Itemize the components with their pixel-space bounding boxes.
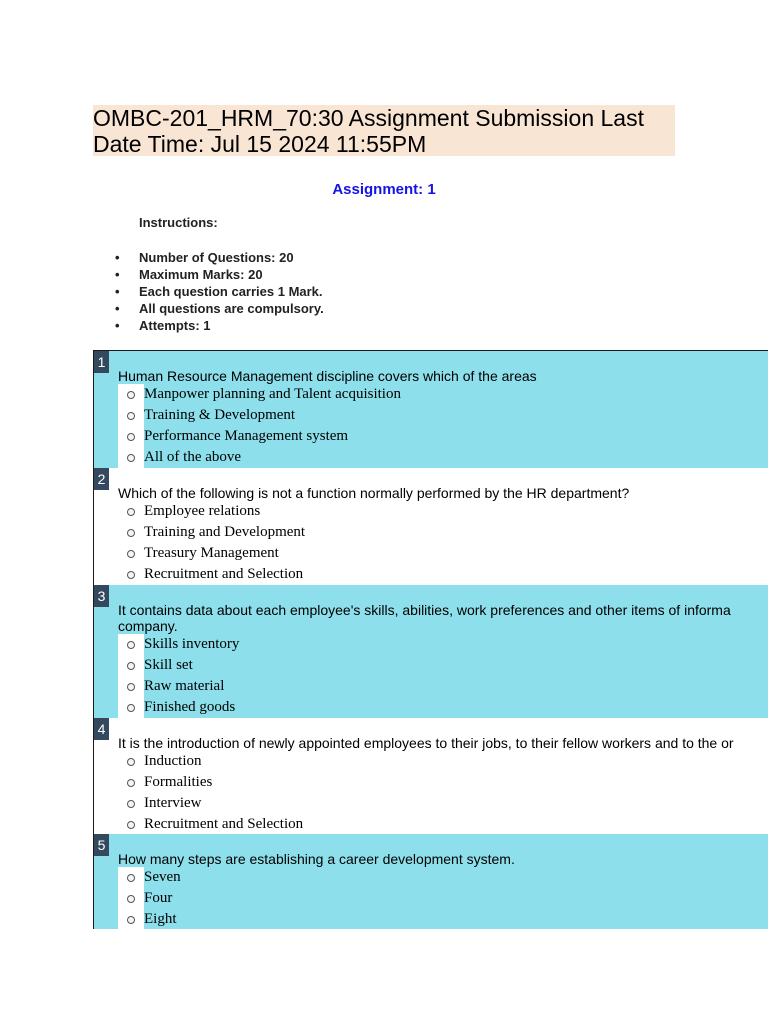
option[interactable] (118, 426, 768, 447)
radio-button[interactable] (118, 697, 144, 718)
question-block (94, 585, 768, 718)
option[interactable] (118, 564, 768, 585)
radio-button[interactable] (118, 426, 144, 447)
instruction-item: • Each question carries 1 Mark. (115, 284, 323, 299)
question-text-continued: company. (118, 618, 178, 634)
bullet-icon: • (115, 318, 120, 333)
instruction-item: • Attempts: 1 (115, 318, 211, 333)
question-number: 5 (94, 834, 109, 856)
question-text: It is the introduction of newly appointed employees to their jobs, to their fellow workers and to the or (118, 735, 734, 751)
option[interactable] (118, 888, 768, 909)
option[interactable] (118, 676, 768, 697)
question-block (94, 834, 768, 929)
radio-button[interactable] (118, 888, 144, 909)
option-label: Induction (144, 753, 202, 769)
radio-button[interactable] (118, 793, 144, 814)
question-number: 1 (94, 351, 109, 373)
option[interactable] (118, 751, 768, 772)
option[interactable] (118, 793, 768, 814)
option-label: Manpower planning and Talent acquisition (144, 386, 401, 402)
option[interactable] (118, 543, 768, 564)
option[interactable] (118, 405, 768, 426)
radio-button[interactable] (118, 676, 144, 697)
radio-button[interactable] (118, 634, 144, 655)
radio-button[interactable] (118, 751, 144, 772)
radio-button[interactable] (118, 447, 144, 468)
option-label: Four (144, 890, 173, 906)
option-label: All of the above (144, 449, 242, 465)
option-label: Seven (144, 869, 181, 885)
option-label: Skill set (144, 657, 193, 673)
bullet-icon: • (115, 301, 120, 316)
option[interactable] (118, 772, 768, 793)
page-title-line2: Date Time: Jul 15 2024 11:55PM (93, 131, 427, 157)
option[interactable] (118, 634, 768, 655)
option[interactable] (118, 867, 768, 888)
question-text: Which of the following is not a function normally performed by the HR department? (118, 485, 630, 501)
option-label: Raw material (144, 678, 225, 694)
options-list (118, 384, 768, 468)
option-label: Interview (144, 795, 202, 811)
option-label: Training and Development (144, 524, 306, 540)
assignment-label: Assignment: 1 (332, 181, 436, 198)
page-title-line1: OMBC-201_HRM_70:30 Assignment Submission Last (93, 105, 644, 131)
question-text: It contains data about each employee's skills, abilities, work preferences and other items of informa (118, 602, 731, 618)
option[interactable] (118, 697, 768, 718)
questions-container (93, 350, 768, 929)
question-text: How many steps are establishing a career development system. (118, 851, 515, 867)
question-number: 4 (94, 718, 109, 740)
option-label: Recruitment and Selection (144, 816, 304, 832)
instruction-item: • Maximum Marks: 20 (115, 267, 263, 282)
option-label: Training & Development (144, 407, 296, 423)
radio-button[interactable] (118, 522, 144, 543)
instructions-heading: Instructions: (139, 215, 218, 230)
question-text: Human Resource Management discipline covers which of the areas (118, 368, 537, 384)
options-list (118, 751, 768, 835)
radio-button[interactable] (118, 564, 144, 585)
question-block (94, 351, 768, 468)
option-label: Formalities (144, 774, 213, 790)
instructions-list (115, 249, 324, 334)
radio-button[interactable] (118, 384, 144, 405)
bullet-icon: • (115, 284, 120, 299)
option[interactable] (118, 384, 768, 405)
radio-button[interactable] (118, 909, 144, 929)
radio-button[interactable] (118, 501, 144, 522)
options-list (118, 634, 768, 718)
option-label: Skills inventory (144, 636, 240, 652)
option-label: Recruitment and Selection (144, 566, 304, 582)
option-label: Finished goods (144, 699, 236, 715)
instruction-item: • Number of Questions: 20 (115, 250, 294, 265)
option[interactable] (118, 909, 768, 929)
option[interactable] (118, 501, 768, 522)
options-list (118, 501, 768, 585)
instruction-item: • All questions are compulsory. (115, 301, 324, 316)
page-title (93, 105, 675, 156)
options-list (118, 867, 768, 929)
radio-button[interactable] (118, 814, 144, 835)
option[interactable] (118, 522, 768, 543)
radio-button[interactable] (118, 655, 144, 676)
question-block (94, 468, 768, 585)
bullet-icon: • (115, 250, 120, 265)
radio-button[interactable] (118, 867, 144, 888)
option-label: Treasury Management (144, 545, 279, 561)
option[interactable] (118, 814, 768, 835)
option[interactable] (118, 447, 768, 468)
question-number: 2 (94, 468, 109, 490)
question-number: 3 (94, 585, 109, 607)
bullet-icon: • (115, 267, 120, 282)
option[interactable] (118, 655, 768, 676)
question-block (94, 718, 768, 834)
option-label: Eight (144, 911, 177, 927)
radio-button[interactable] (118, 772, 144, 793)
radio-button[interactable] (118, 543, 144, 564)
option-label: Employee relations (144, 503, 261, 519)
option-label: Performance Management system (144, 428, 349, 444)
radio-button[interactable] (118, 405, 144, 426)
